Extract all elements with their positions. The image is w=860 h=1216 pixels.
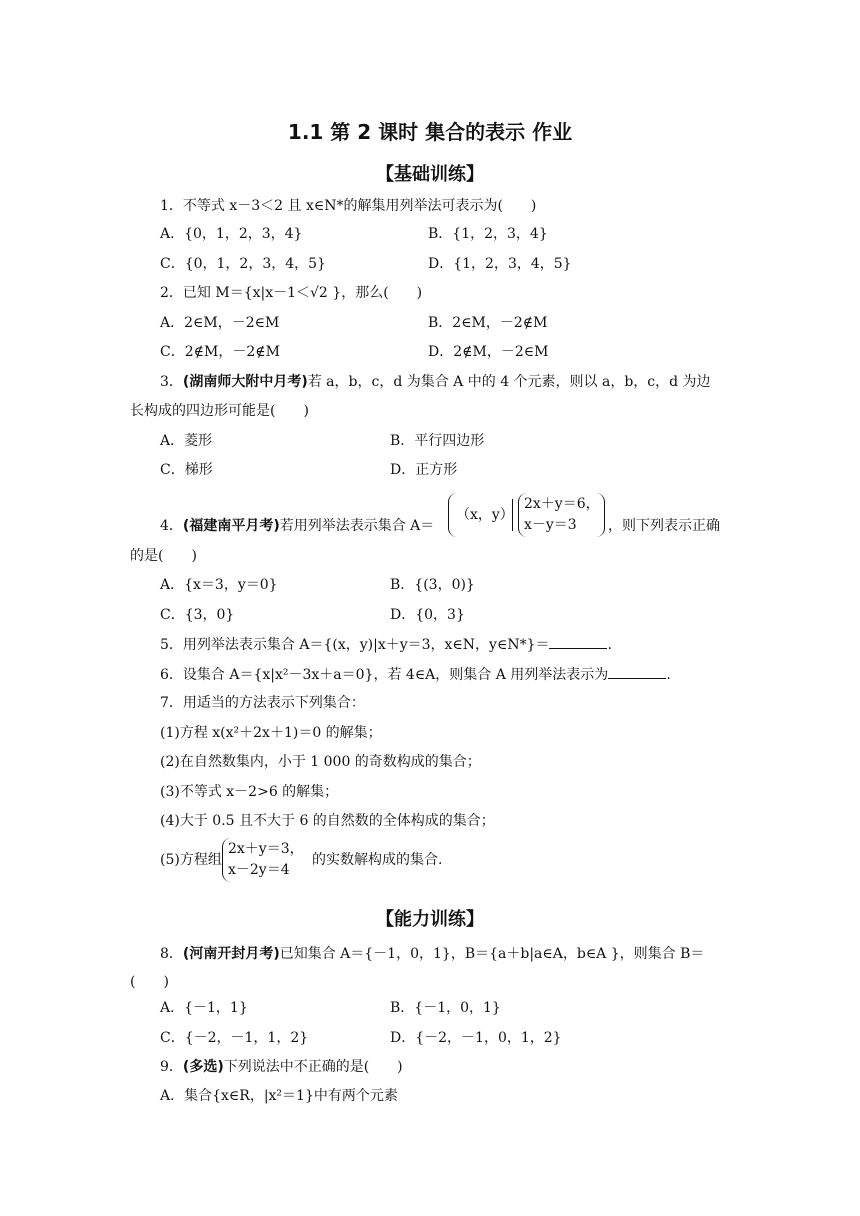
question-7-equation-2: x－2y＝4 xyxy=(228,862,290,878)
question-4-stem: 若用列举法表示集合 A＝ xyxy=(279,518,435,534)
question-4-option-d: D．{0，3} xyxy=(390,607,465,623)
question-4-set-var: （x，y） xyxy=(456,507,514,523)
question-8-source: (河南开封月考) xyxy=(182,946,280,962)
question-4-line-2: 的是( ) xyxy=(130,548,197,564)
question-2-option-b: B．2∈M，－2∉M xyxy=(428,315,548,331)
question-4-number: 4． xyxy=(160,518,183,534)
question-8-number: 8． xyxy=(160,946,183,962)
question-4-line-1-pre xyxy=(160,516,434,536)
question-8-line-1 xyxy=(160,944,704,964)
section-heading-basic: 【基础训练】 xyxy=(376,164,484,185)
section-heading-ability: 【能力训练】 xyxy=(376,909,484,930)
question-8-option-b: B．{－1，0，1} xyxy=(390,1000,501,1016)
question-4-equation-2: x－y＝3 xyxy=(524,517,577,533)
question-3-option-a: A．菱形 xyxy=(160,433,213,449)
answer-blank xyxy=(549,634,607,649)
set-divider-bar xyxy=(512,499,513,531)
question-2-stem: 2．已知 M＝{x|x－1＜√2 }，那么( ) xyxy=(160,285,423,301)
question-4-set-expression xyxy=(448,493,608,539)
question-9-stem: 下列说法中不正确的是( ) xyxy=(223,1059,403,1075)
question-4-option-b: B．{(3，0)} xyxy=(390,577,475,593)
question-2-option-a: A．2∈M，－2∈M xyxy=(160,315,280,331)
question-3-option-c: C．梯形 xyxy=(160,462,213,478)
question-7-part-1: (1)方程 x(x²＋2x＋1)＝0 的解集； xyxy=(160,725,382,741)
question-9-line xyxy=(160,1057,403,1077)
question-3-number: 3． xyxy=(160,374,183,390)
question-7-stem: 7．用适当的方法表示下列集合： xyxy=(160,695,365,711)
question-3-line-1 xyxy=(160,372,711,392)
question-5-line xyxy=(160,634,612,654)
question-3-line-2: 长构成的四边形可能是( ) xyxy=(130,403,309,419)
question-3-option-b: B．平行四边形 xyxy=(390,433,485,449)
question-6-stem: 6．设集合 A＝{x|x²－3x＋a＝0}，若 4∈A，则集合 A 用列举法表示为 xyxy=(160,667,609,683)
question-6-end: . xyxy=(666,667,671,683)
question-8-option-a: A．{－1，1} xyxy=(160,1000,248,1016)
question-9-option-a: A．集合{x∈R，|x²＝1}中有两个元素 xyxy=(160,1088,398,1104)
question-4-equation-1: 2x＋y＝6， xyxy=(524,496,600,512)
question-9-tag: (多选) xyxy=(182,1059,224,1075)
question-4-source: (福建南平月考) xyxy=(182,518,280,534)
question-5-end: . xyxy=(607,637,612,653)
question-4-option-c: C．{3，0} xyxy=(160,607,235,623)
question-8-option-c: C．{－2，－1，1，2} xyxy=(160,1030,309,1046)
question-1-option-a: A．{0，1，2，3，4} xyxy=(160,226,303,242)
question-7-equation-system xyxy=(222,838,312,884)
question-7-equation-1: 2x＋y＝3， xyxy=(228,841,304,857)
question-7-part-5-pre: (5)方程组 xyxy=(160,852,222,868)
question-1-stem: 1．不等式 x－3＜2 且 x∈N*的解集用列举法可表示为( ) xyxy=(160,198,537,214)
question-3-source: (湖南师大附中月考) xyxy=(182,374,308,390)
question-2-option-d: D．2∉M，－2∈M xyxy=(428,344,549,360)
question-7-part-3: (3)不等式 x－2>6 的解集； xyxy=(160,784,339,800)
question-8-option-d: D．{－2，－1，0，1，2} xyxy=(390,1030,562,1046)
question-6-line xyxy=(160,664,671,684)
set-close-brace xyxy=(594,493,605,537)
question-8-stem: 已知集合 A＝{－1，0，1}，B＝{a＋b|a∈A，b∈A }，则集合 B＝ xyxy=(279,946,705,962)
question-7-part-2: (2)在自然数集内，小于 1 000 的奇数构成的集合； xyxy=(160,754,481,770)
question-7-part-4: (4)大于 0.5 且不大于 6 的自然数的全体构成的集合； xyxy=(160,813,495,829)
question-1-option-c: C．{0，1，2，3，4，5} xyxy=(160,256,326,272)
answer-blank xyxy=(608,664,666,679)
question-5-stem: 5．用列举法表示集合 A＝{(x，y)|x＋y＝3，x∈N，y∈N*}＝ xyxy=(160,637,550,653)
question-3-option-d: D．正方形 xyxy=(390,462,458,478)
question-1-option-b: B．{1，2，3，4} xyxy=(428,226,548,242)
question-9-number: 9． xyxy=(160,1059,183,1075)
page-title: 1.1 第 2 课时 集合的表示 作业 xyxy=(287,120,573,144)
question-1-option-d: D．{1，2，3，4，5} xyxy=(428,256,572,272)
question-3-stem: 若 a，b，c，d 为集合 A 中的 4 个元素，则以 a，b，c，d 为边 xyxy=(307,374,711,390)
question-8-line-2: ( ) xyxy=(130,974,169,990)
question-4-option-a: A．{x＝3，y＝0} xyxy=(160,577,278,593)
question-7-part-5-post: 的实数解构成的集合. xyxy=(312,852,443,868)
question-4-line-1-post: ，则下列表示正确 xyxy=(608,518,720,534)
question-2-option-c: C．2∉M，－2∉M xyxy=(160,344,280,360)
